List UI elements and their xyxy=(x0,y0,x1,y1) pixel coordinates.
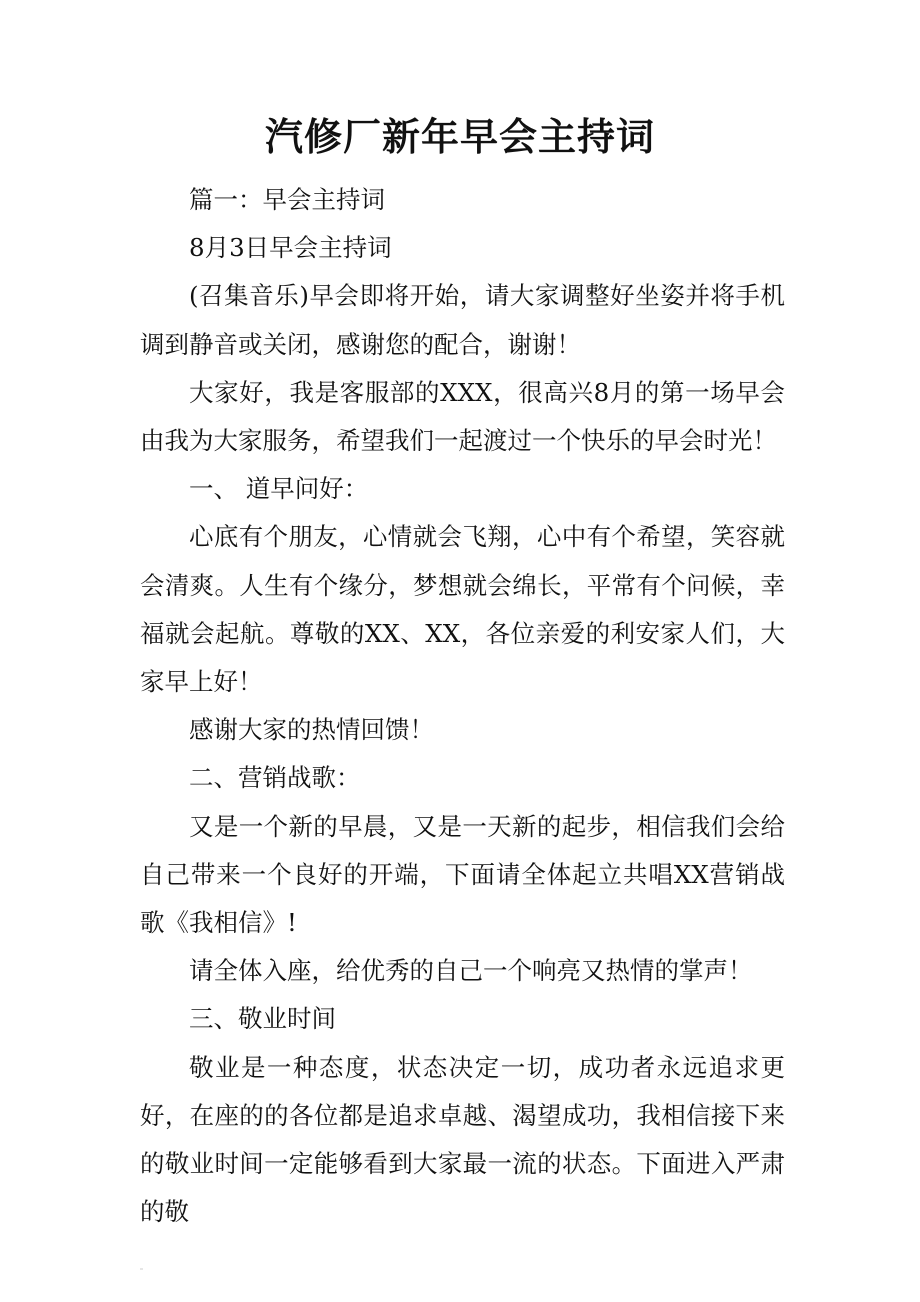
paragraph-dedication: 敬业是一种态度，状态决定一切，成功者永远追求更好，在座的的各位都是追求卓越、渴望成功，我相信接下来的敬业时间一定能够看到大家最一流的状态。下面进入严肃的敬 xyxy=(140,1052,785,1227)
paragraph-opening: (召集音乐)早会即将开始，请大家调整好坐姿并将手机调到静音或关闭，感谢您的配合，谢谢！ xyxy=(140,281,785,359)
paragraph-heading-three: 三、敬业时间 xyxy=(189,1004,336,1034)
paragraph-song-intro: 又是一个新的早晨，又是一天新的起步，相信我们会给自己带来一个良好的开端，下面请全体起立共唱XX营销战歌《我相信》! xyxy=(140,811,785,938)
paragraph-heading-one: 一、 道早问好： xyxy=(189,474,369,504)
document-title: 汽修厂新年早会主持词 xyxy=(264,114,655,159)
paragraph-applause: 请全体入座，给优秀的自己一个响亮又热情的掌声！ xyxy=(189,956,753,986)
paragraph-morning-greeting: 心底有个朋友，心情就会飞翔，心中有个希望，笑容就会清爽。人生有个缘分，梦想就会绵长，平常有个问候，幸福就会起航。尊敬的XX、XX，各位亲爱的利安家人们，大家早上好！ xyxy=(140,522,785,697)
document-body xyxy=(140,176,785,1236)
paragraph-greeting: 大家好，我是客服部的XXX，很高兴8月的第一场早会由我为大家服务，希望我们一起渡过一个快乐的早会时光！ xyxy=(140,377,785,456)
paragraph-thanks: 感谢大家的热情回馈！ xyxy=(189,715,434,745)
scan-artifact xyxy=(140,1268,143,1270)
paragraph-heading-two: 二、营销战歌： xyxy=(189,763,361,793)
paragraph-date-heading: 8月3日早会主持词 xyxy=(189,233,392,263)
paragraph-section-heading: 篇一：早会主持词 xyxy=(189,185,385,214)
